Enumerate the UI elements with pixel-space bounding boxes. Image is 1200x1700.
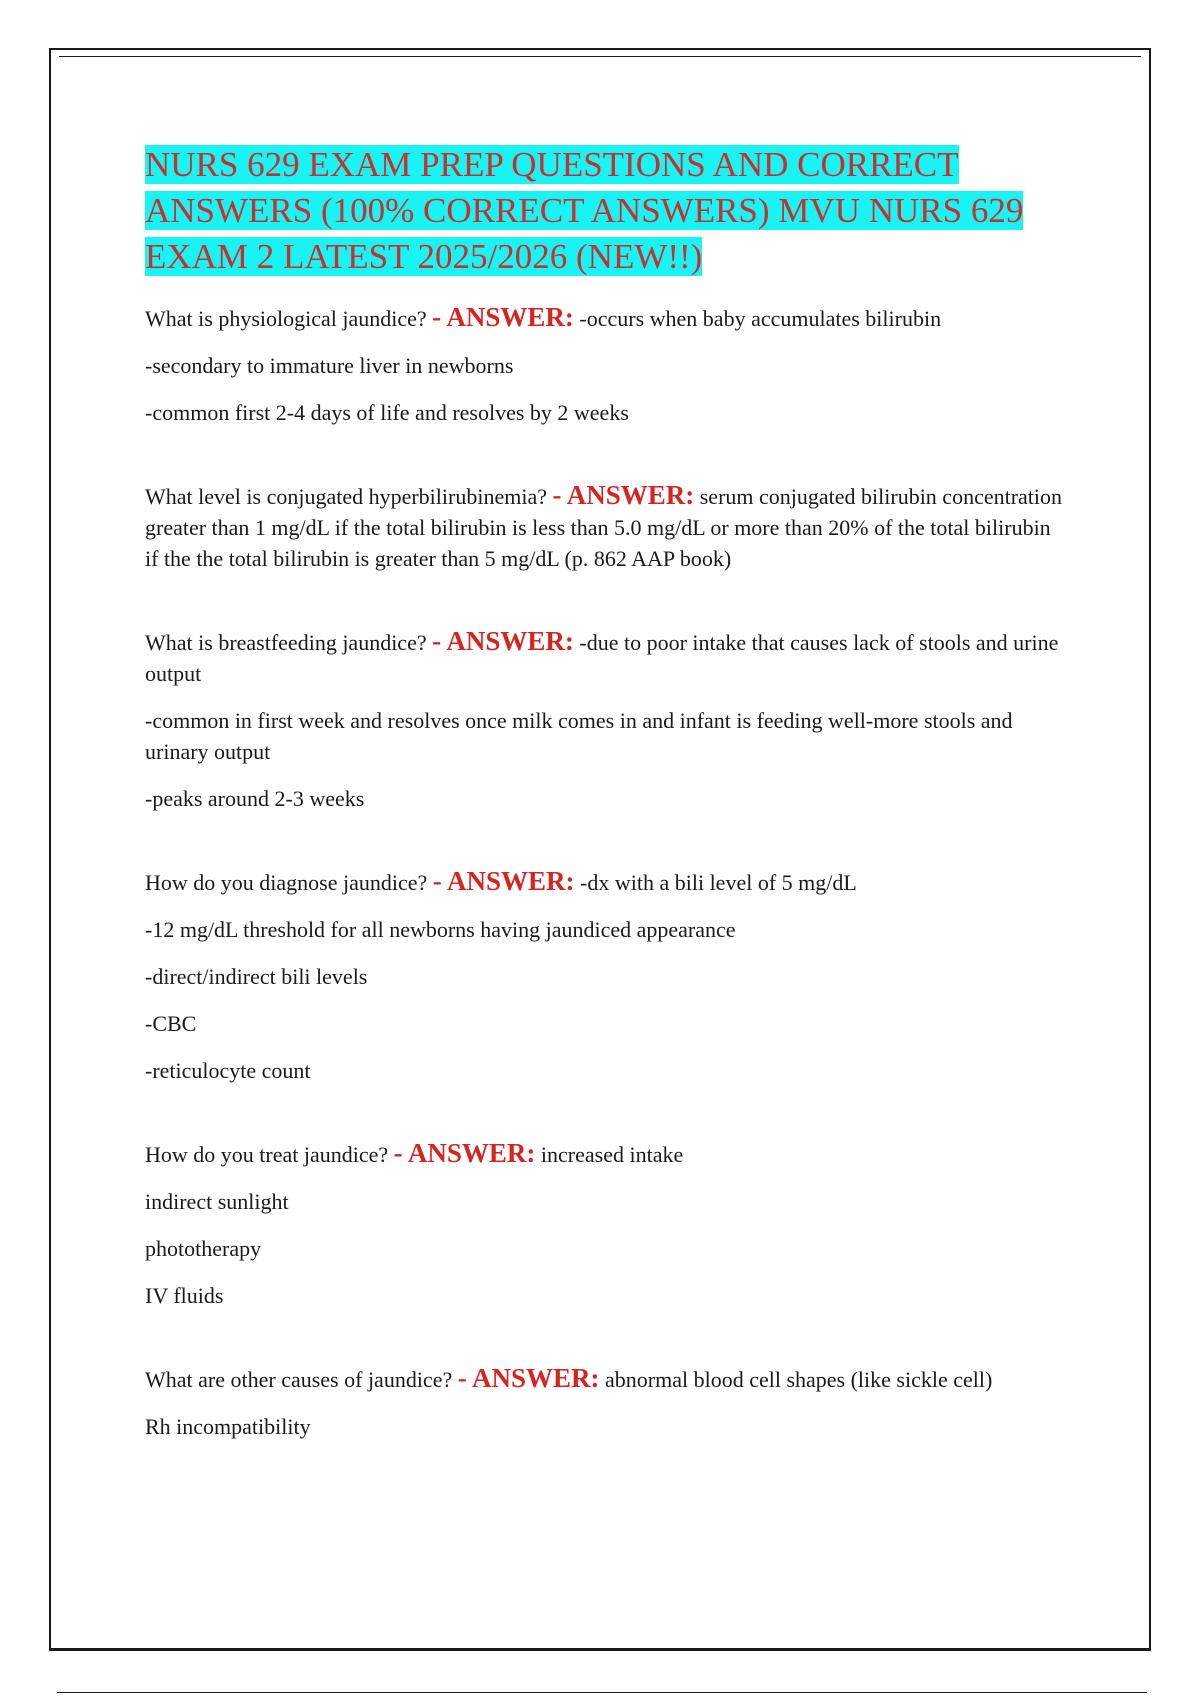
qa-item <box>145 626 1065 814</box>
answer-line: indirect sunlight <box>145 1189 289 1214</box>
document-title <box>145 142 1065 280</box>
answer-text: increased intake <box>540 1142 684 1167</box>
answer-text: -occurs when baby accumulates bilirubin <box>579 306 942 331</box>
answer-line: -direct/indirect bili levels <box>145 964 368 989</box>
question-text: What are other causes of jaundice? <box>145 1367 453 1392</box>
answer-line: -peaks around 2-3 weeks <box>145 786 365 811</box>
answer-marker: - ANSWER: <box>552 480 695 510</box>
bottom-rule <box>57 1692 1147 1693</box>
answer-line: IV fluids <box>145 1283 224 1308</box>
question-line <box>145 1363 1065 1395</box>
question-line <box>145 480 1065 574</box>
answer-line: phototherapy <box>145 1236 262 1261</box>
answer-line: -secondary to immature liver in newborns <box>145 353 514 378</box>
answer-marker: - ANSWER: <box>393 1138 536 1168</box>
answer-line: Rh incompatibility <box>145 1414 311 1439</box>
question-line <box>145 866 1065 898</box>
answer-line: -12 mg/dL threshold for all newborns having jaundiced appearance <box>145 917 736 942</box>
qa-item <box>145 1138 1065 1311</box>
answer-text: serum conjugated bilirubin concentration greater than 1 mg/dL if the total bilirubin is less than 5.0 mg/dL or more than 20% of the total bilirubin if the the total bilirubin is greater than 5 mg/dL (p. 862 AAP book) <box>145 484 1063 571</box>
question-line <box>145 1138 1065 1170</box>
question-text: What level is conjugated hyperbilirubinemia? <box>145 484 547 509</box>
answer-marker: - ANSWER: <box>432 302 574 332</box>
question-text: What is physiological jaundice? <box>145 306 427 331</box>
document-body <box>145 142 1065 1458</box>
qa-item <box>145 1363 1065 1442</box>
answer-marker: - ANSWER: <box>432 626 574 656</box>
answer-text: -due to poor intake that causes lack of stools and urine output <box>145 630 1059 686</box>
answer-marker: - ANSWER: <box>432 866 575 896</box>
top-rule <box>59 56 1141 57</box>
answer-line: -CBC <box>145 1011 197 1036</box>
question-text: How do you diagnose jaundice? <box>145 870 428 895</box>
question-line <box>145 626 1065 689</box>
question-text: What is breastfeeding jaundice? <box>145 630 427 655</box>
question-text: How do you treat jaundice? <box>145 1142 389 1167</box>
question-line <box>145 302 1065 334</box>
answer-text: abnormal blood cell shapes (like sickle cell) <box>605 1367 993 1392</box>
answer-marker: - ANSWER: <box>457 1363 600 1393</box>
answer-line: -common first 2-4 days of life and resolves by 2 weeks <box>145 400 629 425</box>
title-text: NURS 629 EXAM PREP QUESTIONS AND CORRECT ANSWERS (100% CORRECT ANSWERS) MVU NURS 629 EXAM 2 LATEST 2025/2026 (NEW!!) <box>145 145 1024 276</box>
qa-item <box>145 302 1065 428</box>
qa-item <box>145 480 1065 574</box>
answer-line: -common in first week and resolves once milk comes in and infant is feeding well-more stools and urinary output <box>145 708 1013 764</box>
answer-line: -reticulocyte count <box>145 1058 311 1083</box>
qa-item <box>145 866 1065 1086</box>
answer-text: -dx with a bili level of 5 mg/dL <box>580 870 857 895</box>
